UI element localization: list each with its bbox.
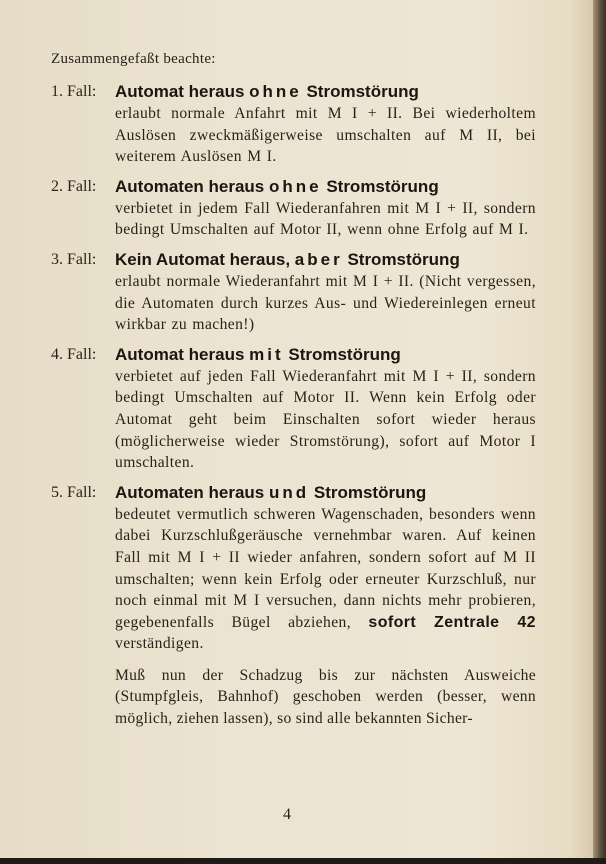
closing-paragraph: Muß nun der Schadzug bis zur nächsten Ausweiche (Stumpfgleis, Bahnhof) geschoben werden (besser, wenn möglich, ziehen lassen), so sind alle bekannten Sicher- — [115, 666, 536, 728]
case-title — [115, 344, 536, 366]
page-content — [51, 51, 536, 730]
case-title — [115, 81, 536, 103]
intro-heading: Zusammengefaßt beachte: — [51, 51, 216, 67]
page-bottom-edge — [0, 858, 606, 864]
case-body — [115, 249, 536, 336]
title-part: Stromstörung — [283, 344, 401, 364]
page-number: 4 — [283, 806, 291, 823]
case-3 — [51, 249, 536, 336]
title-part: Automat heraus — [115, 344, 250, 364]
book-spine — [593, 0, 606, 864]
case-text-main: bedeutet vermutlich schweren Wagenschaden, besonders wenn dabei Kurzschlußgeräusche vernehmbar waren. Auf keinen Fall mit M I + II wieder anfahren, sondern sofort auf M II umschalten; wenn kein Erfolg oder erneuter Kurzschluß, nur noch einmal mit M I versuchen, dann nichts mehr probieren, gegebenenfalls Bügel abziehen, — [115, 505, 536, 631]
title-emphasis: mit — [249, 344, 284, 364]
case-text: verbietet in jedem Fall Wiederanfahren mit M I + II, sondern bedingt Umschalten auf Motor II, wenn ohne Erfolg auf M I. — [115, 199, 536, 239]
case-body — [115, 344, 536, 474]
case-body — [115, 176, 536, 241]
case-number: 5. Fall: — [51, 483, 97, 501]
case-text: erlaubt normale Wiederanfahrt mit M I + II. (Nicht vergessen, die Automaten durch kurzes Aus- und Wiedereinlegen erneut wirkbar zu machen!) — [115, 272, 536, 334]
title-part: Automat heraus — [115, 82, 250, 101]
title-part: Kein Automat heraus, — [115, 249, 295, 269]
title-part: Stromstörung — [342, 249, 460, 269]
case-body — [115, 81, 536, 168]
case-title — [115, 482, 536, 504]
case-number: 2. Fall: — [51, 177, 97, 195]
case-5 — [51, 482, 536, 655]
case-2 — [51, 176, 536, 241]
case-text: verbietet auf jeden Fall Wiederanfahrt mit M I + II, sondern bedingt Umschalten auf Motor II. Wenn kein Erfolg oder Automat geht beim Einschalten sofort wieder heraus (möglicherweise wieder Stromstörung), sofort auf Motor I umschalten. — [115, 367, 536, 472]
title-part: Stromstörung — [321, 176, 439, 196]
title-emphasis: ohne — [249, 82, 302, 101]
case-number: 4. Fall: — [51, 345, 97, 363]
case-text: erlaubt normale Anfahrt mit M I + II. Bei wiederholtem Auslösen zweckmäßigerweise umschalten auf M II, bei weiterem Auslösen M I. — [115, 105, 536, 166]
title-part: Stromstörung — [301, 82, 419, 101]
title-emphasis: ohne — [268, 176, 322, 196]
case-number: 3. Fall: — [51, 250, 97, 268]
case-4 — [51, 344, 536, 474]
case-text-end: verständigen. — [115, 635, 204, 653]
case-title — [115, 249, 536, 271]
case-text — [115, 504, 536, 655]
emphasis-contact-central: sofort Zentrale 42 — [368, 613, 536, 631]
title-part: Automaten heraus — [115, 482, 269, 502]
title-part: Automaten heraus — [115, 176, 269, 196]
case-title — [115, 176, 536, 198]
case-body — [115, 482, 536, 655]
case-number: 1. Fall: — [51, 83, 97, 100]
title-emphasis: aber — [294, 249, 343, 269]
title-part: Stromstörung — [309, 482, 427, 502]
case-1 — [51, 81, 536, 168]
title-emphasis: und — [268, 482, 310, 502]
